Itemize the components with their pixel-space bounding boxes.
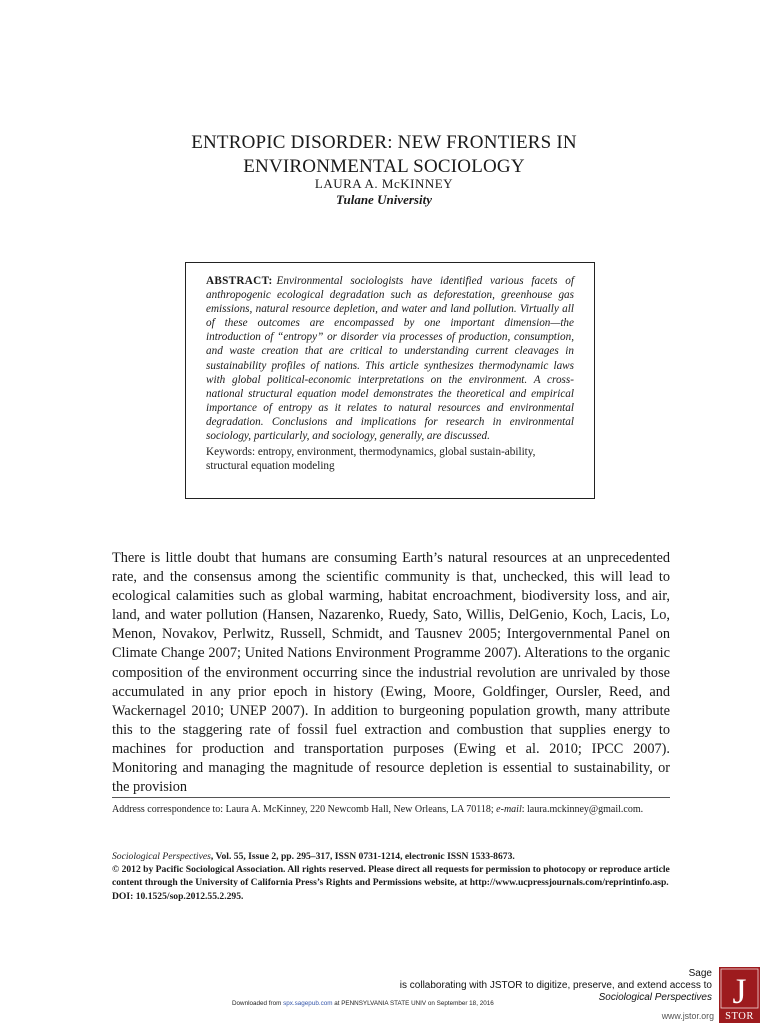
abstract-text: Environmental sociologists have identified various facets of anthropogenic ecological degradation such as deforestation, greenhouse gas emissions, natural resource depletion, and water and land pollution. Virtually all of these outcomes are encompassed by one important dimension—the introduction of “entropy” or disorder via processes of production, consumption, and waste creation that are critical to understanding current cleavages in sustainability profiles of nations. This article synthesizes thermodynamic laws with global political-economic interpretations on the environment. A cross-national structural equation model demonstrates the theoretical and empirical importance of entropy as it relates to natural resources and environmental degradation. Conclusions and implications for research in environmental sociology, particularly, and sociology, generally, are discussed. <box>206 275 574 443</box>
download-link[interactable]: spx.sagepub.com <box>283 1000 333 1007</box>
citation-details: , Vol. 55, Issue 2, pp. 295–317, ISSN 0731-1214, electronic ISSN 1533-8673. <box>210 851 515 862</box>
jstor-logo-word: STOR <box>725 1011 754 1022</box>
article-title-line-1: ENTROPIC DISORDER: NEW FRONTIERS IN <box>191 131 577 153</box>
body-paragraph: There is little doubt that humans are consuming Earth’s natural resources at an unprecedented rate, and the consensus among the scientific community is that, unchecked, this will lead to ecological calamities such as global warming, habitat encroachment, biodiversity loss, and air, land, and water pollution (Hansen, Nazarenko, Ruedy, Sato, Willis, DelGenio, Koch, Lacis, Lo, Menon, Novakov, Perlwitz, Russell, Schmidt, and Tausnev 2005; Intergovernmental Panel on Climate Change 2007; United Nations Environment Programme 2007). Alterations to the organic composition of the environment occurring since the industrial revolution are unrivaled by those accumulated in any prior epoch in history (Ewing, Moore, Goldfinger, Oursler, Reed, and Wackernagel 2010; UNEP 2007). In addition to burgeoning population growth, many attribute this to the staggering rate of fossil fuel extraction and combustion that supplies energy to machines for production and transportation purposes (Ewing et al. 2010; IPCC 2007). Monitoring and managing the magnitude of resource depletion is essential to sustainability, or the provision <box>112 550 670 796</box>
correspondence-footnote <box>112 803 670 816</box>
author-name: LAURA A. McKINNEY <box>314 176 454 191</box>
correspondence-email: : laura.mckinney@gmail.com. <box>521 804 644 815</box>
author-affiliation: Tulane University <box>336 192 432 207</box>
jstor-collab-text: is collaborating with JSTOR to digitize, preserve, and extend access to <box>399 980 712 991</box>
jstor-logo-letter: J <box>732 971 747 1011</box>
abstract-label: ABSTRACT: <box>206 275 273 287</box>
citation-journal: Sociological Perspectives <box>112 851 211 862</box>
email-label: e-mail <box>496 804 522 815</box>
citation-rights: © 2012 by Pacific Sociological Association. All rights reserved. Please direct all requests for permission to photocopy or reproduce article content through the University of California Press’s Rights and Permissions website, at http://www.ucpressjournals.com/reprintinfo.asp. DOI: 10.1525/sop.2012.55.2.295. <box>112 864 670 902</box>
jstor-logo-icon[interactable] <box>719 967 760 1023</box>
download-prefix: Downloaded from <box>232 1000 284 1007</box>
article-title <box>0 131 768 179</box>
abstract-keywords: Keywords: entropy, environment, thermodynamics, global sustain-ability, structural equation modeling <box>206 446 536 473</box>
citation-block <box>112 850 670 903</box>
jstor-journal-name: Sociological Perspectives <box>598 992 712 1003</box>
footnote-divider <box>112 797 670 798</box>
publisher-name: Sage <box>688 968 712 979</box>
jstor-collaboration-note <box>212 968 712 1004</box>
download-statement <box>232 1000 632 1007</box>
download-suffix: at PENNSYLVANIA STATE UNIV on September 18, 2016 <box>332 1000 494 1007</box>
abstract-box <box>185 262 595 499</box>
abstract-paragraph <box>206 274 574 443</box>
jstor-url-link[interactable]: www.jstor.org <box>661 1011 714 1021</box>
correspondence-address: Address correspondence to: Laura A. McKinney, 220 Newcomb Hall, New Orleans, LA 70118; <box>112 804 494 815</box>
article-title-line-2: ENVIRONMENTAL SOCIOLOGY <box>243 155 525 177</box>
